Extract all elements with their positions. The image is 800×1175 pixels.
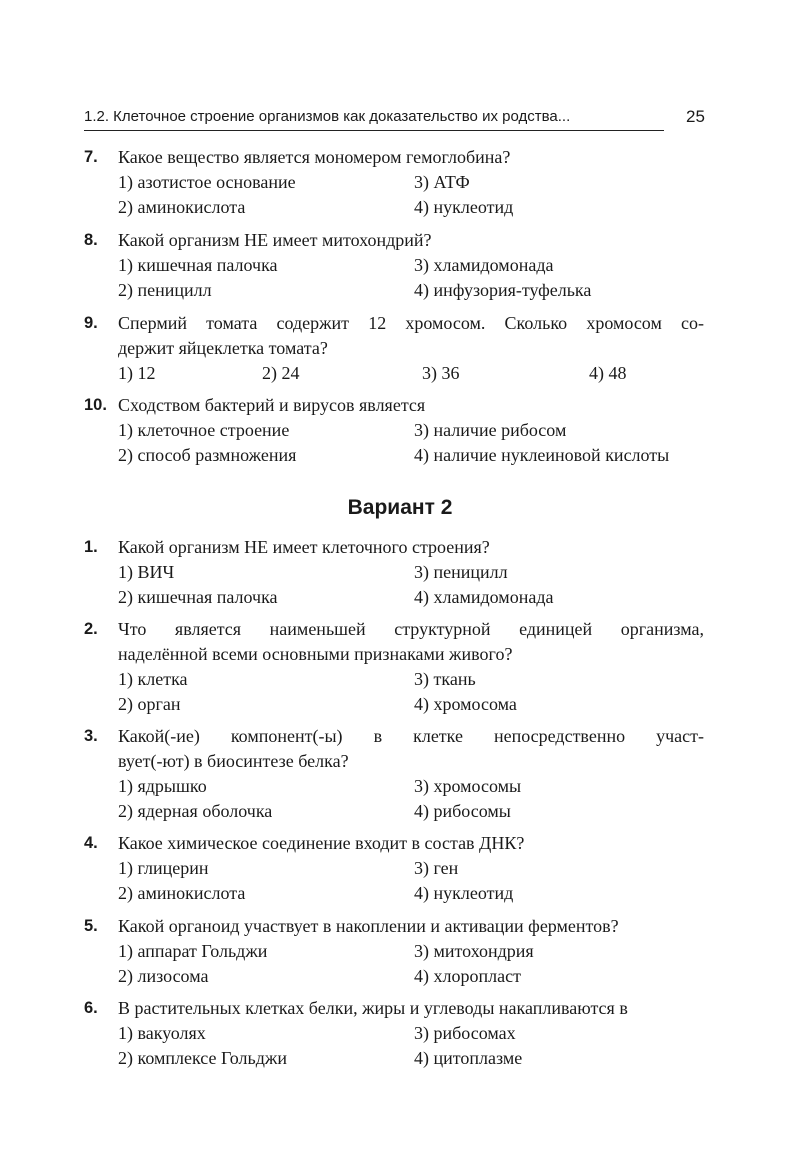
page-number: 25: [686, 107, 705, 126]
answer-option: 1) вакуолях: [118, 1023, 206, 1043]
question-7: [84, 145, 714, 220]
question-number: 2.: [84, 620, 98, 638]
question-text-continued: наделённой всеми основными признаками живого?: [118, 644, 513, 664]
question-text: Какое химическое соединение входит в состав ДНК?: [118, 833, 525, 853]
answer-option: 1) азотистое основание: [118, 172, 296, 192]
answer-option: 1) ядрышко: [118, 776, 207, 796]
answer-option: 2) кишечная палочка: [118, 587, 278, 607]
answer-option: 2) пеницилл: [118, 280, 212, 300]
v2-question-1: [84, 535, 714, 610]
question-number: 1.: [84, 538, 98, 556]
question-text-continued: вует(-ют) в биосинтезе белка?: [118, 751, 349, 771]
answer-option: 3) хромосомы: [414, 776, 522, 796]
answer-option: 2) аминокислота: [118, 197, 246, 217]
answer-option: 4) цитоплазме: [414, 1048, 523, 1068]
header-title: 1.2. Клеточное строение организмов как доказательство их родства...: [84, 108, 571, 125]
answer-option: 2) орган: [118, 694, 181, 714]
running-header: [84, 104, 664, 131]
question-text: Спермий томата содержит 12 хромосом. Сколько хромосом со-: [118, 313, 704, 333]
question-number: 8.: [84, 231, 98, 249]
answer-option: 3) ткань: [414, 669, 476, 689]
answer-option: 1) ВИЧ: [118, 562, 175, 582]
question-number: 5.: [84, 917, 98, 935]
answer-option: 2) способ размножения: [118, 445, 297, 465]
answer-option: 3) ген: [414, 858, 459, 878]
answer-option: 1) клетка: [118, 669, 188, 689]
question-9: [84, 311, 714, 386]
question-number: 3.: [84, 727, 98, 745]
question-text: Какой органоид участвует в накоплении и активации ферментов?: [118, 916, 619, 936]
answer-option: 4) нуклеотид: [414, 197, 514, 217]
answer-option: 1) клеточное строение: [118, 420, 290, 440]
question-number: 10.: [84, 396, 107, 414]
question-text: Какое вещество является мономером гемоглобина?: [118, 147, 511, 167]
answer-option: 4) наличие нуклеиновой кислоты: [414, 445, 670, 465]
variant-heading: Вариант 2: [347, 496, 453, 519]
question-number: 7.: [84, 148, 98, 166]
answer-option: 1) 12: [118, 363, 156, 383]
v2-question-2: [84, 617, 714, 717]
answer-option: 4) инфузория-туфелька: [414, 280, 592, 300]
answer-option: 3) рибосомах: [414, 1023, 516, 1043]
answer-option: 1) глицерин: [118, 858, 209, 878]
answer-option: 4) хромосома: [414, 694, 517, 714]
question-10: [84, 393, 714, 468]
answer-option: 3) пеницилл: [414, 562, 508, 582]
v2-question-6: [84, 996, 714, 1071]
answer-option: 3) митохондрия: [414, 941, 534, 961]
answer-option: 3) хламидомонада: [414, 255, 554, 275]
answer-option: 2) лизосома: [118, 966, 209, 986]
v2-question-5: [84, 914, 714, 989]
question-text: Какой(-ие) компонент(-ы) в клетке непосредственно участ-: [118, 726, 704, 746]
question-text-continued: держит яйцеклетка томата?: [118, 338, 328, 358]
question-text: Какой организм НЕ имеет клеточного строения?: [118, 537, 490, 557]
question-number: 6.: [84, 999, 98, 1017]
question-text: Сходством бактерий и вирусов является: [118, 395, 426, 415]
answer-option: 2) 24: [262, 363, 300, 383]
answer-option: 4) нуклеотид: [414, 883, 514, 903]
question-8: [84, 228, 714, 303]
answer-option: 3) 36: [422, 363, 460, 383]
answer-option: 2) комплексе Гольджи: [118, 1048, 287, 1068]
answer-option: 2) аминокислота: [118, 883, 246, 903]
answer-option: 4) хламидомонада: [414, 587, 554, 607]
answer-option: 4) 48: [589, 363, 627, 383]
answer-option: 1) кишечная палочка: [118, 255, 278, 275]
v2-question-3: [84, 724, 714, 824]
answer-option: 4) хлоропласт: [414, 966, 521, 986]
question-text: Какой организм НЕ имеет митохондрий?: [118, 230, 432, 250]
v2-question-4: [84, 831, 714, 906]
question-text: В растительных клетках белки, жиры и углеводы накапливаются в: [118, 998, 628, 1018]
question-number: 4.: [84, 834, 98, 852]
answer-option: 2) ядерная оболочка: [118, 801, 273, 821]
answer-option: 3) наличие рибосом: [414, 420, 567, 440]
answer-option: 4) рибосомы: [414, 801, 511, 821]
answer-option: 1) аппарат Гольджи: [118, 941, 268, 961]
question-text: Что является наименьшей структурной единицей организма,: [118, 619, 704, 639]
answer-option: 3) АТФ: [414, 172, 470, 192]
question-number: 9.: [84, 314, 98, 332]
